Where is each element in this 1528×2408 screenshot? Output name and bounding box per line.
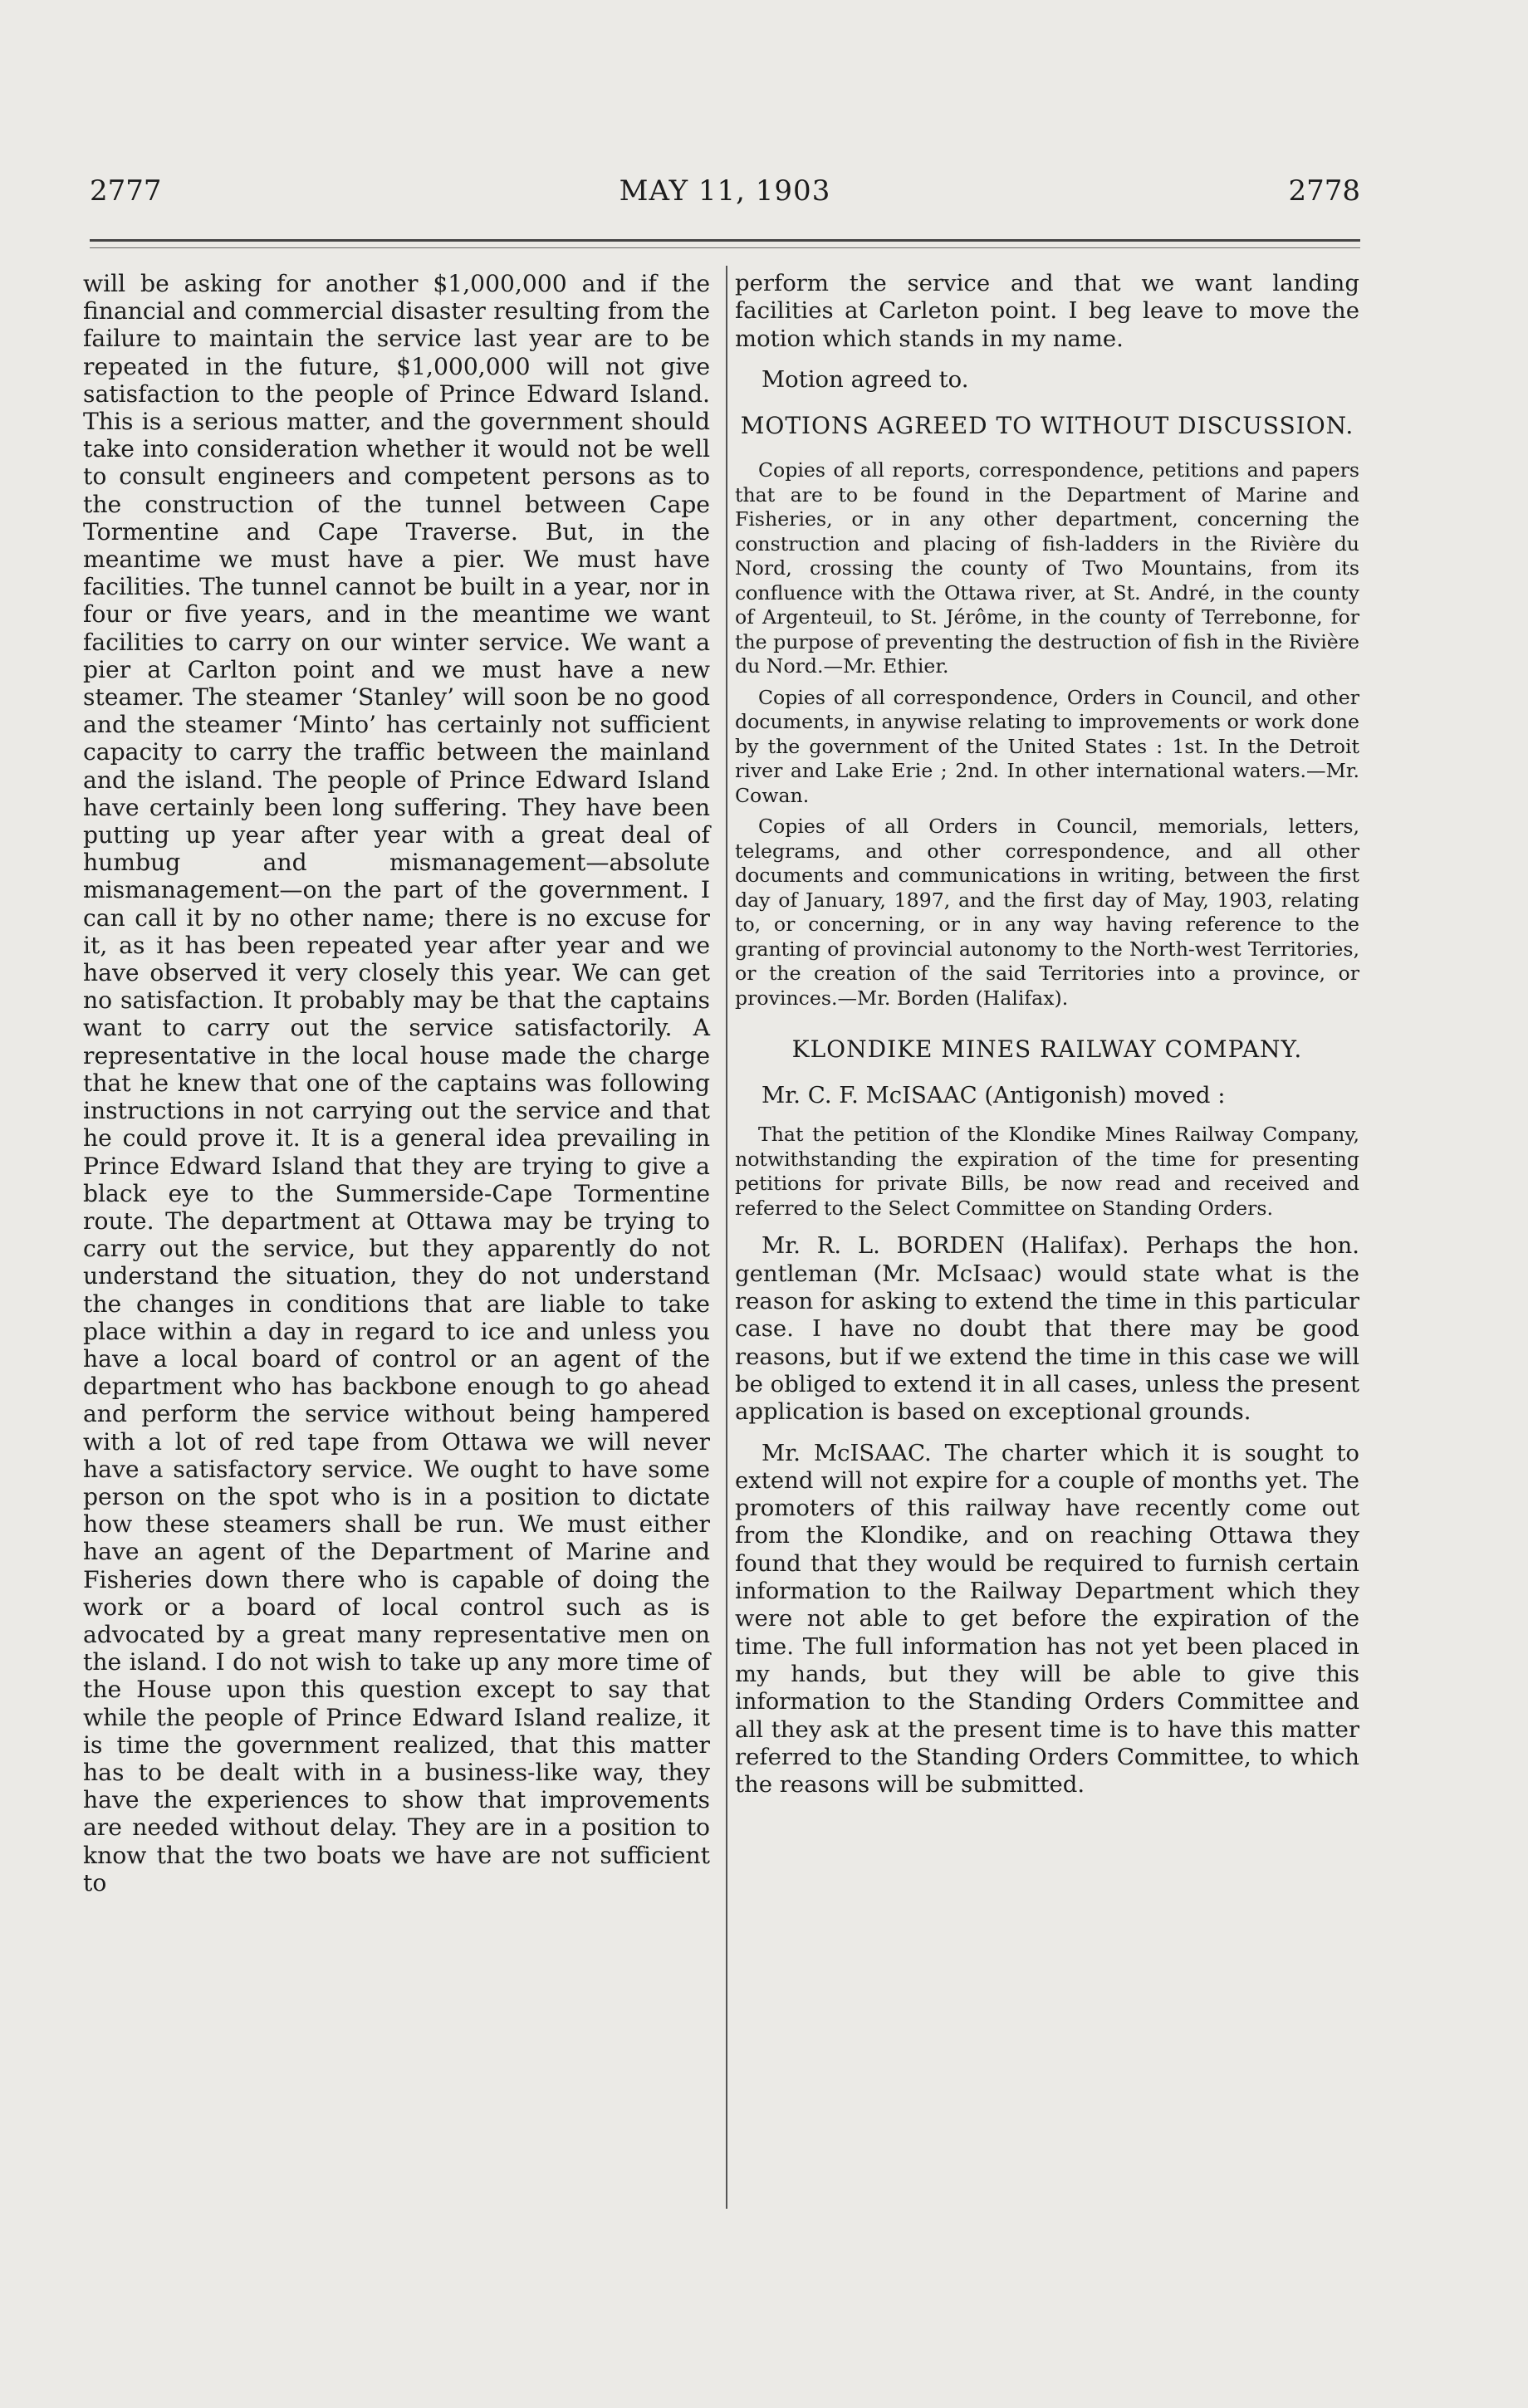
speech-paragraph: will be asking for another $1,000,000 and if the financial and commercial disaster resulting from the failure to maintain the service last year are to be repeated in the future, $1,000,000 will not give satisfaction to the people of Prince Edward Island. This is a serious matter, and the government should take into consideration whether it would not be well to consult engineers and competent persons as to the construction of the tunnel between Cape Tormentine and Cape Traverse. But, in the meantime we must have a pier. We must have facilities. The tunnel cannot be built in a year, nor in four or five years, and in the meantime we want facilities to carry on our winter service. We want a pier at Carlton point and we must have a new steamer. The steamer ‘Stanley’ will soon be no good and the steamer ‘Minto’ has certainly not sufficient capacity to carry the traffic between the mainland and the island. The people of Prince Edward Island have certainly been long suffering. They have been putting up year after year with a great deal of humbug and mismanagement—absolute mismanagement—on the part of the government. I can call it by no other name; there is no excuse for it, as it has been repeated year after year and we have observed it very closely this year. We can get no satisfaction. It probably may be that the captains want to carry out the service satisfactorily. A representative in the local house made the charge that he knew that one of the captains was following instructions in not carrying out the service and that he could prove it. It is a general idea prevailing in Prince Edward Island that they are trying to give a black eye to the Summerside-Cape Tormentine route. The department at Ottawa may be trying to carry out the service, but they apparently do not understand the situation, they do not understand the changes in conditions that are liable to take place within a day in regard to ice and unless you have a local board of control or an agent of the department who has backbone enough to go ahead and perform the service without being hampered with a lot of red tape from Ottawa we will never have a satisfactory service. We ought to have some person on the spot who is in a position to dictate how these steamers shall be run. We must either have an agent of the Department of Marine and Fisheries down there who is capable of doing the work or a board of local control such as is advocated by a great many representative men on the island. I do not wish to take up any more time of the House upon this question except to say that while the people of Prince Edward Island realize, it is time the government realized, that this matter has to be dealt with in a business-like way, they have the experiences to show that improvements are needed without delay. They are in a position to know that the two boats we have are not sufficient to — [83, 270, 710, 1897]
borden-speech: Mr. R. L. BORDEN (Halifax). Perhaps the hon. gentleman (Mr. McIsaac) would state what is the reason for asking to extend the time in this particular case. I have no doubt that there may be good reasons, but if we extend the time in this case we will be obliged to extend it in all cases, unless the present application is based on exceptional grounds. — [735, 1232, 1359, 1426]
mcisaac-speech: Mr. McISAAC. The charter which it is sought to extend will not expire for a couple of months yet. The promoters of this railway have recently come out from the Klondike, and on reaching Ottawa they found that they would be required to furnish certain information to the Railway Department which they were not able to get before the expiration of the time. The full information has not yet been placed in my hands, but they will be able to give this information to the Standing Orders Committee and all they ask at the present time is to have this matter referred to the Standing Orders Committee, to which the reasons will be submitted. — [735, 1439, 1359, 1799]
motion-item: Copies of all Orders in Council, memorials, letters, telegrams, and other correspondence, and all other documents and communications in writing, between the first day of January, 1897, and the first day of May, 1903, relating to, or concerning, or in any way having reference to the granting of provincial autonomy to the North-west Territories, or the creation of the said Territories into a province, or provinces.—Mr. Borden (Halifax). — [735, 815, 1359, 1010]
left-column — [83, 270, 710, 1897]
motion-agreed-text: Motion agreed to. — [762, 365, 969, 393]
column-divider — [726, 266, 727, 2209]
motion-item: Copies of all reports, correspondence, petitions and papers that are to be found in the Department of Marine and Fisheries, or in any other department, concerning the construction and placing of fish-ladders in the Rivière du Nord, crossing the county of Two Mountains, from its confluence with the Ottawa river, at St. André, in the county of Argenteuil, to St. Jérôme, in the county of Terrebonne, for the purpose of preventing the destruction of fish in the Rivière du Nord.—Mr. Ethier. — [735, 458, 1359, 678]
page-number-left: 2777 — [90, 174, 162, 208]
petition-text: That the petition of the Klondike Mines Railway Company, notwithstanding the expiration of the time for presenting petitions for private Bills, be now read and received and referred to the Select Committee on Standing Orders. — [735, 1123, 1359, 1220]
page-header — [90, 174, 1360, 216]
mcisaac-moved: Mr. C. F. McISAAC (Antigonish) moved : — [762, 1082, 1226, 1109]
speech-continuation: perform the service and that we want landing facilities at Carleton point. I beg leave to move the motion which stands in my name. — [735, 270, 1359, 352]
page-number-right: 2778 — [1288, 174, 1360, 208]
page-date: MAY 11, 1903 — [619, 174, 831, 208]
header-rule — [90, 239, 1360, 242]
motion-item: Copies of all correspondence, Orders in Council, and other documents, in anywise relating to improvements or work done by the government of the United States : 1st. In the Detroit river and Lake Erie ; 2nd. In other international waters.—Mr. Cowan. — [735, 685, 1359, 807]
heading-motions: MOTIONS AGREED TO WITHOUT DISCUSSION. — [740, 412, 1354, 440]
header-rule-thin — [90, 247, 1360, 248]
right-column — [735, 270, 1359, 1799]
heading-klondike: KLONDIKE MINES RAILWAY COMPANY. — [791, 1035, 1303, 1064]
